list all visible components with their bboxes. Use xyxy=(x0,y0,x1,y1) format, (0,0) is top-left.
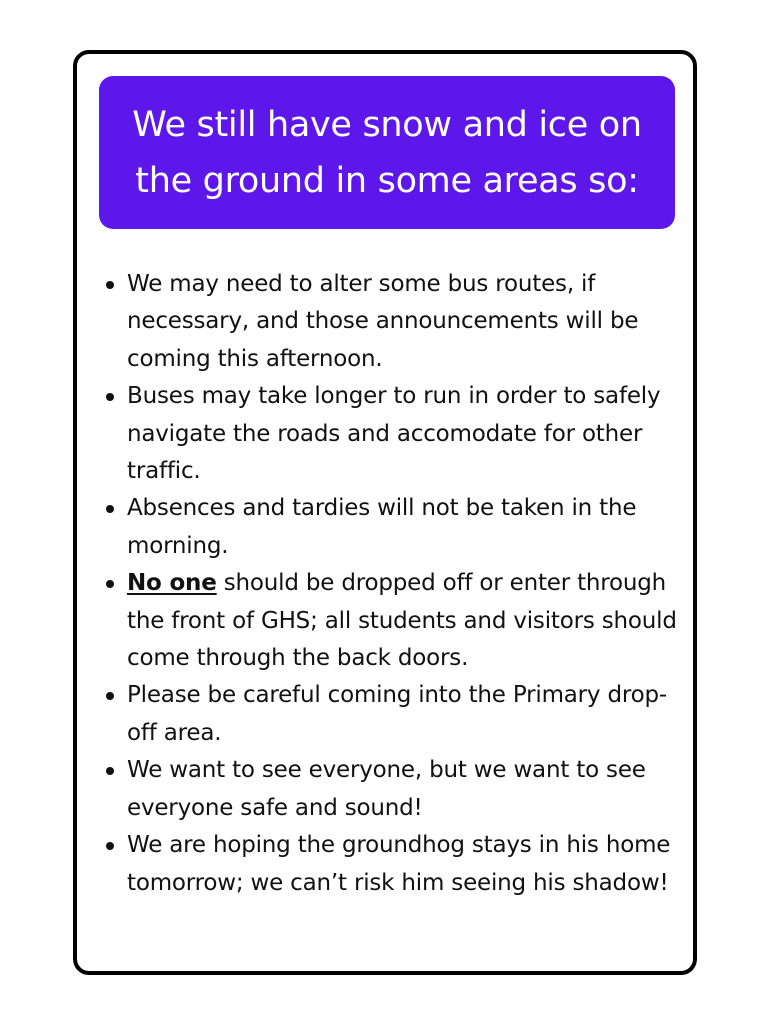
bullet-icon xyxy=(106,842,114,850)
notice-item-groundhog xyxy=(101,827,681,902)
notice-card xyxy=(73,50,697,975)
notice-text: Absences and tardies will not be taken in the morning. xyxy=(127,495,637,559)
bullet-icon xyxy=(106,393,114,401)
notice-text: should be dropped off or enter through the front of GHS; all students and visitors should come through the back doors. xyxy=(127,570,677,672)
notice-item-primary-drop-off xyxy=(101,677,681,752)
notice-item-bus-delays xyxy=(101,378,681,490)
notice-text: Buses may take longer to run in order to safely navigate the roads and accomodate for other traffic. xyxy=(127,383,661,485)
banner-title: We still have snow and ice on the ground in some areas so: xyxy=(132,104,642,201)
bullet-icon xyxy=(106,580,114,588)
notice-item-bus-routes xyxy=(101,266,681,378)
notice-list xyxy=(101,266,681,902)
bullet-icon xyxy=(106,767,114,775)
notice-item-safety xyxy=(101,752,681,827)
notice-item-drop-off-entrance xyxy=(101,565,681,677)
notice-text: We are hoping the groundhog stays in his home tomorrow; we can’t risk him seeing his shadow! xyxy=(127,832,671,896)
notice-item-absences xyxy=(101,490,681,565)
notice-emphasis: No one xyxy=(127,570,217,597)
bullet-icon xyxy=(106,281,114,289)
notice-text: We may need to alter some bus routes, if necessary, and those announcements will be coming this afternoon. xyxy=(127,271,639,372)
bullet-icon xyxy=(106,505,114,513)
notice-text: We want to see everyone, but we want to see everyone safe and sound! xyxy=(127,757,646,821)
title-banner xyxy=(99,76,675,229)
notice-text: Please be careful coming into the Primary drop-off area. xyxy=(127,682,667,746)
bullet-icon xyxy=(106,692,114,700)
